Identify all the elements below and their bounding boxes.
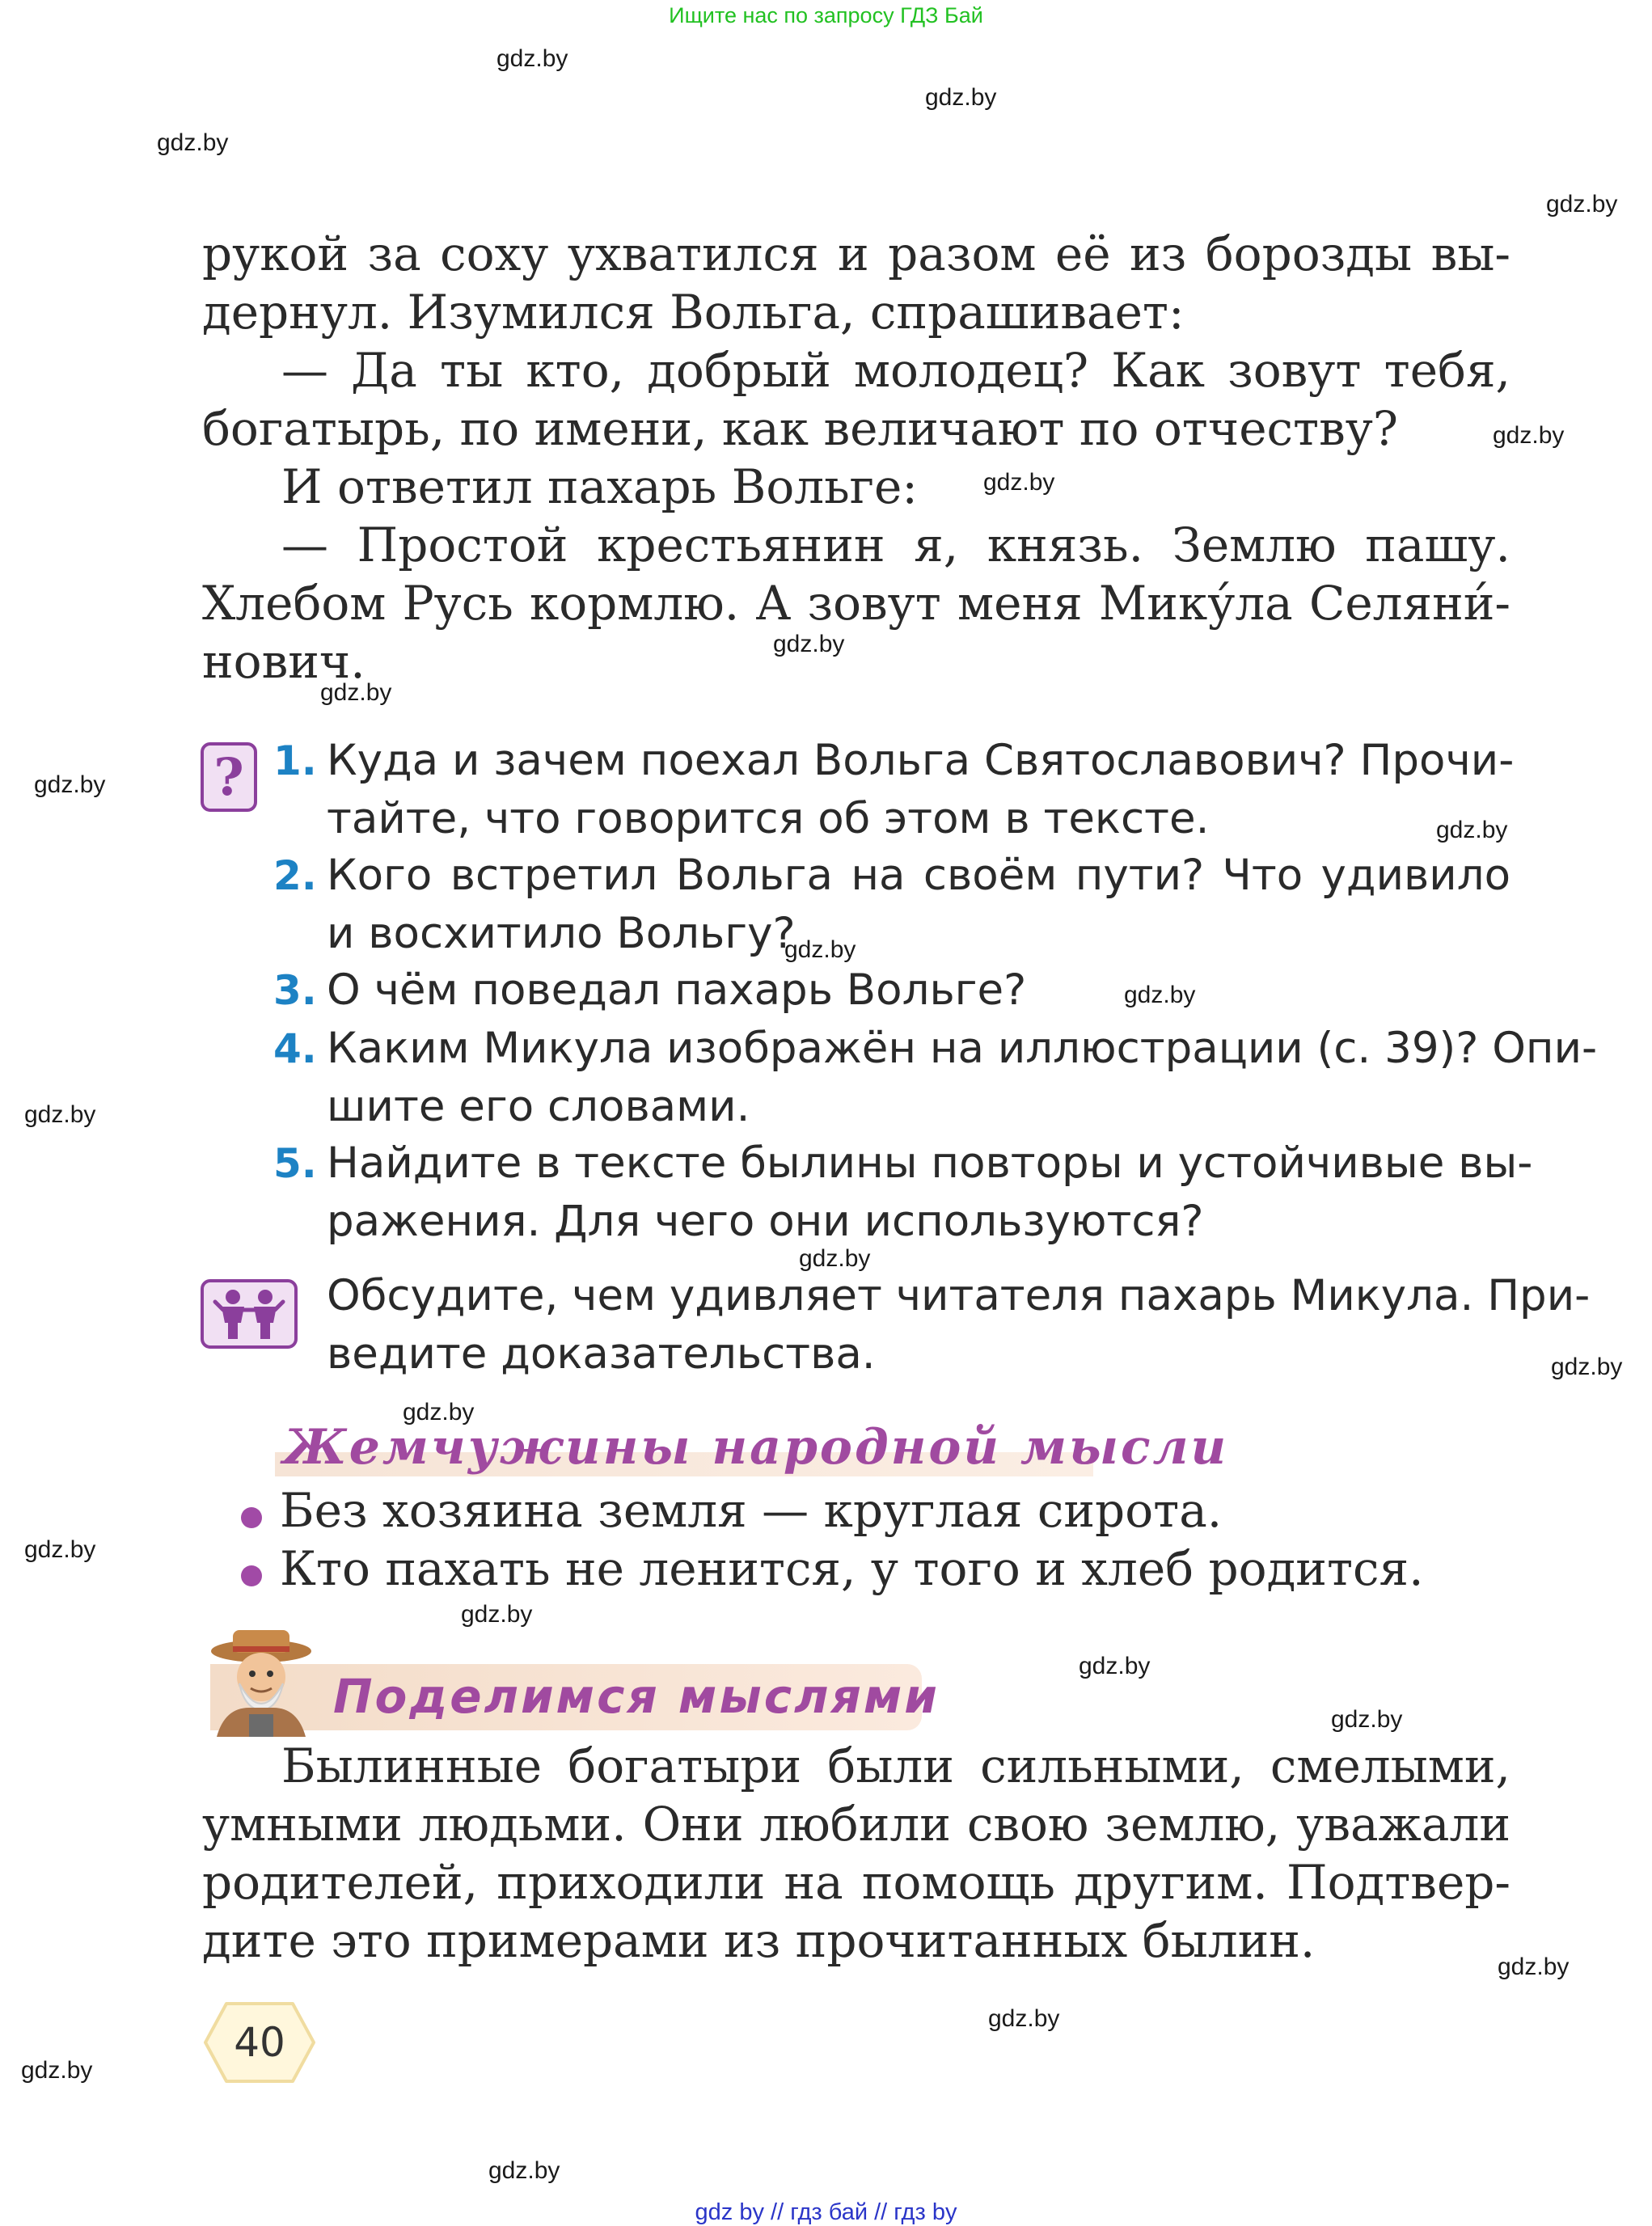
question-text: Куда и зачем поехал Вольга Святославович? Прочи- bbox=[327, 736, 1515, 785]
page-number bbox=[202, 2000, 317, 2084]
question-text: ражения. Для чего они используются? bbox=[327, 1197, 1204, 1246]
story-line: Хлебом Русь кормлю. А зовут меня Мику́ла Селяни́- bbox=[202, 576, 1510, 631]
question-text: Найдите в тексте былины повторы и устойчивые вы- bbox=[327, 1138, 1533, 1188]
watermark: gdz.by bbox=[21, 2057, 93, 2084]
story-line: нович. bbox=[202, 634, 365, 689]
watermark: gdz.by bbox=[24, 1536, 96, 1563]
watermark: gdz.by bbox=[1546, 191, 1618, 218]
pearls-title: Жемчужины народной мысли bbox=[283, 1419, 1229, 1476]
question-number: 4. bbox=[273, 1025, 317, 1072]
old-man-icon bbox=[201, 1627, 322, 1737]
question-text: Кого встретил Вольга на своём пути? Что удивило bbox=[327, 851, 1510, 900]
watermark: gdz.by bbox=[157, 129, 229, 156]
story-line: богатырь, по имени, как величают по отчеству? bbox=[202, 401, 1398, 456]
question-number: 2. bbox=[273, 852, 317, 899]
question-text: О чём поведал пахарь Вольге? bbox=[327, 965, 1027, 1015]
share-text: дите это примерами из прочитанных былин. bbox=[202, 1913, 1316, 1968]
discuss-icon bbox=[201, 1279, 298, 1349]
watermark: gdz.by bbox=[1551, 1354, 1623, 1380]
watermark: gdz.by bbox=[320, 679, 392, 706]
story-line: дернул. Изумился Вольга, спрашивает: bbox=[202, 285, 1185, 340]
question-icon: ? bbox=[201, 742, 257, 812]
share-text: умными людьми. Они любили свою землю, уважали bbox=[202, 1797, 1510, 1852]
discuss-text: Обсудите, чем удивляет читателя пахарь Микула. При- bbox=[327, 1271, 1591, 1320]
watermark: gdz.by bbox=[784, 936, 856, 963]
watermark: gdz.by bbox=[1079, 1653, 1151, 1679]
question-text: и восхитило Вольгу? bbox=[327, 909, 796, 958]
watermark: gdz.by bbox=[799, 1245, 871, 1272]
question-text: Каким Микула изображён на иллюстрации (с. 39)? Опи- bbox=[327, 1024, 1598, 1073]
question-number: 3. bbox=[273, 967, 317, 1014]
watermark: gdz.by bbox=[496, 45, 568, 72]
question-number: 5. bbox=[273, 1140, 317, 1187]
watermark: gdz.by bbox=[1493, 422, 1565, 449]
watermark: gdz.by bbox=[925, 84, 997, 111]
story-line: рукой за соху ухватился и разом её из борозды вы- bbox=[202, 226, 1510, 281]
story-line: И ответил пахарь Вольге: bbox=[281, 459, 918, 514]
watermark: gdz.by bbox=[24, 1101, 96, 1128]
watermark: gdz.by bbox=[461, 1601, 533, 1628]
watermark: gdz.by bbox=[1331, 1706, 1403, 1733]
watermark: gdz.by bbox=[1124, 982, 1196, 1008]
watermark: gdz.by bbox=[403, 1399, 475, 1426]
share-title: Поделимся мыслями bbox=[333, 1669, 940, 1724]
story-line: — Простой крестьянин я, князь. Землю пашу. bbox=[281, 517, 1510, 572]
watermark: gdz.by bbox=[488, 2157, 560, 2184]
question-number: 1. bbox=[273, 737, 317, 784]
question-text: тайте, что говорится об этом в тексте. bbox=[327, 794, 1210, 843]
watermark: gdz.by bbox=[34, 771, 106, 798]
story-line: — Да ты кто, добрый молодец? Как зовут тебя, bbox=[281, 343, 1510, 398]
bullet bbox=[241, 1507, 262, 1528]
page-number-text: 40 bbox=[234, 2019, 285, 2066]
search-banner: Ищите нас по запросу ГДЗ Бай bbox=[669, 3, 983, 27]
share-text: Былинные богатыри были сильными, смелыми, bbox=[281, 1738, 1510, 1793]
share-text: родителей, приходили на помощь другим. Подтвер- bbox=[202, 1855, 1510, 1910]
watermark: gdz.by bbox=[983, 469, 1055, 496]
discuss-text: ведите доказательства. bbox=[327, 1329, 876, 1379]
watermark: gdz.by bbox=[988, 2005, 1060, 2032]
question-text: шите его словами. bbox=[327, 1082, 750, 1131]
proverb: Без хозяина земля — круглая сирота. bbox=[280, 1483, 1223, 1538]
proverb: Кто пахать не ленится, у того и хлеб родится. bbox=[280, 1541, 1424, 1596]
footer-links[interactable]: gdz by // гдз бай // гдз by bbox=[695, 2199, 957, 2225]
watermark: gdz.by bbox=[1498, 1954, 1570, 1980]
watermark: gdz.by bbox=[773, 631, 845, 657]
watermark: gdz.by bbox=[1436, 817, 1508, 843]
bullet bbox=[241, 1565, 262, 1586]
